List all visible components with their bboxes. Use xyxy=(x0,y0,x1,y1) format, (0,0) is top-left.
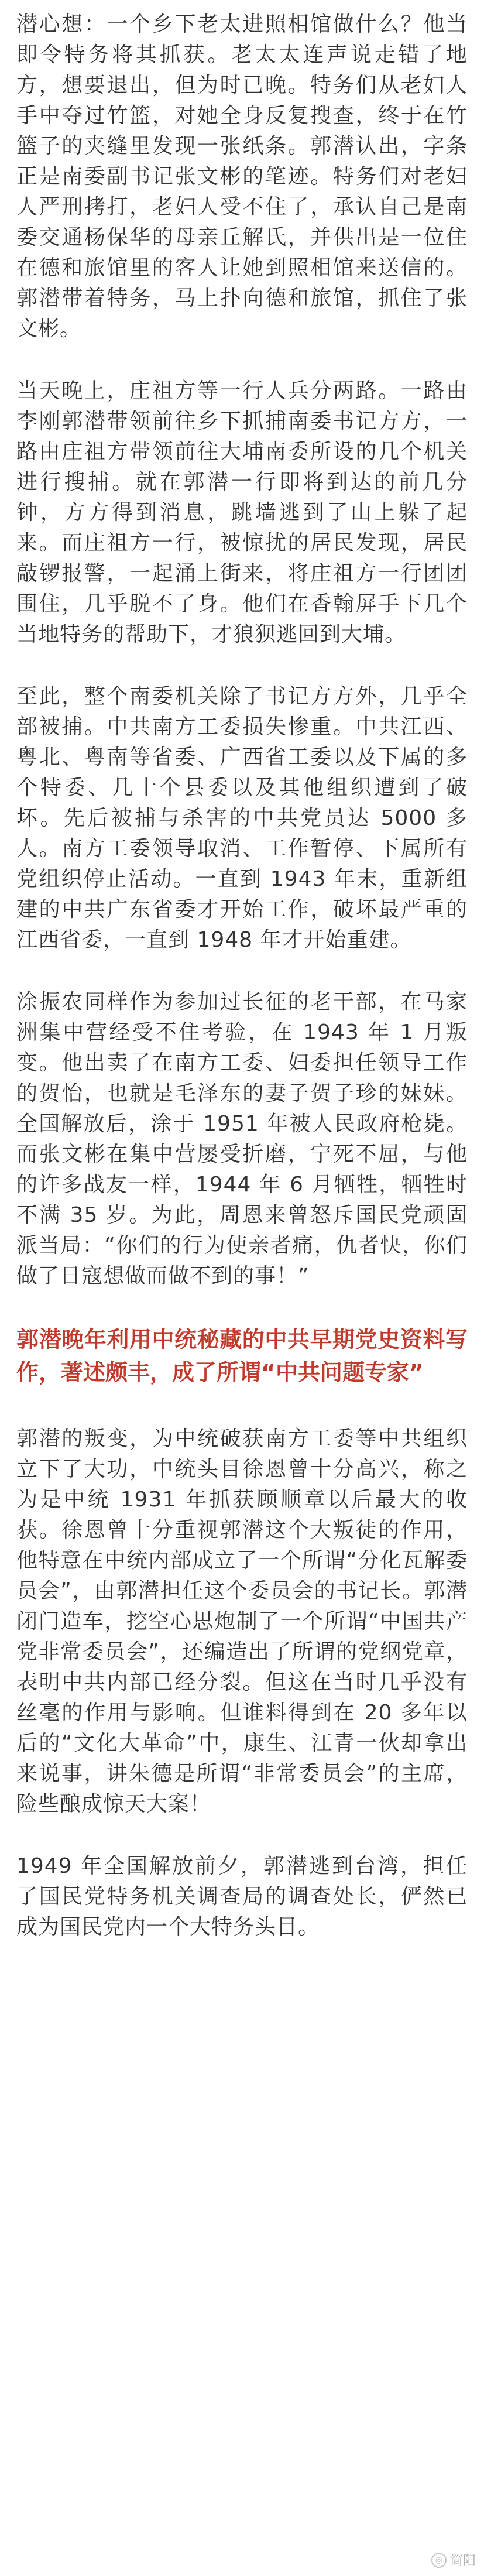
article-paragraph: 郭潜的叛变，为中统破获南方工委等中共组织立下了大功，中统头目徐恩曾十分高兴，称之为是中统 1931 年抓获顾顺章以后最大的收获。徐恩曾十分重视郭潜这个大叛徒的作用，他特意在中统内部成立了一个所谓“分化瓦解委员会”，由郭潜担任这个委员会的书记长。郭潜闭门造车，挖空心思炮制了一个所谓“中国共产党非常委员会”，还编造出了所谓的党纲党章，表明中共内部已经分裂。但这在当时几乎没有丝毫的作用与影响。但谁料得到在 20 多年以后的“文化大革命”中，康生、江青一伙却拿出来说事，讲朱德是所谓“非常委员会”的主席，险些酿成惊天大案！ xyxy=(16,1427,468,1816)
article-paragraph: 潜心想：一个乡下老太进照相馆做什么？他当即令特务将其抓获。老太太连声说走错了地方，想要退出，但为时已晚。特务们从老妇人手中夺过竹篮，对她全身反复搜查，终于在竹篮子的夹缝里发现一张纸条。郭潜认出，字条正是南委副书记张文彬的笔迹。特务们对老妇人严刑拷打，老妇人受不住了，承认自己是南委交通杨保华的母亲丘解氏，并供出是一位住在德和旅馆里的客人让她到照相馆来送信的。郭潜带着特务，马上扑向德和旅馆，抓住了张文彬。 xyxy=(16,12,468,341)
article-paragraph: 1949 年全国解放前夕，郭潜逃到台湾，担任了国民党特务机关调查局的调查处长，俨然已成为国民党内一个大特务头目。 xyxy=(16,1854,468,1939)
watermark xyxy=(431,2551,476,2569)
watermark-logo-icon: ◎ xyxy=(431,2553,447,2568)
watermark-text: 简阳 xyxy=(449,2553,476,2568)
article-paragraph: 至此，整个南委机关除了书记方方外，几乎全部被捕。中共南方工委损失惨重。中共江西、粤北、粤南等省委、广西省工委以及下属的多个特委、几十个县委以及其他组织遭到了破坏。先后被捕与杀害的中共党员达 5000 多人。南方工委领导取消、工作暂停、下属所有党组织停止活动。一直到 1943 年末，重新组建的中共广东省委才开始工作，破坏最严重的江西省委，一直到 1948 年才开始重建。 xyxy=(16,684,468,952)
article-paragraph: 当天晚上，庄祖方等一行人兵分两路。一路由李刚郭潜带领前往乡下抓捕南委书记方方，一路由庄祖方带领前往大埔南委所设的几个机关进行搜捕。就在郭潜一行即将到达的前几分钟，方方得到消息，跳墙逃到了山上躲了起来。而庄祖方一行，被惊扰的居民发现，居民敲锣报警，一起涌上街来，将庄祖方一行团团围住，几乎脱不了身。他们在香翰屏手下几个当地特务的帮助下，才狼狈逃回到大埔。 xyxy=(16,379,468,646)
article-paragraph: 涂振农同样作为参加过长征的老干部，在马家洲集中营经受不住考验，在 1943 年 1 月叛变。他出卖了在南方工委、妇委担任领导工作的贺怡，也就是毛泽东的妻子贺子珍的妹妹。全国解放后，涂于 1951 年被人民政府枪毙。而张文彬在集中营屡受折磨，宁死不屈，与他的许多战友一样，1944 年 6 月牺牲，牺牲时不满 35 岁。为此，周恩来曾怒斥国民党顽固派当局：“你们的行为使亲者痛，仇者快，你们做了日寇想做而做不到的事！” xyxy=(16,990,468,1288)
section-heading: 郭潜晚年利用中统秘藏的中共早期党史资料写作，著述颇丰，成了所谓“中共问题专家” xyxy=(16,1327,468,1385)
